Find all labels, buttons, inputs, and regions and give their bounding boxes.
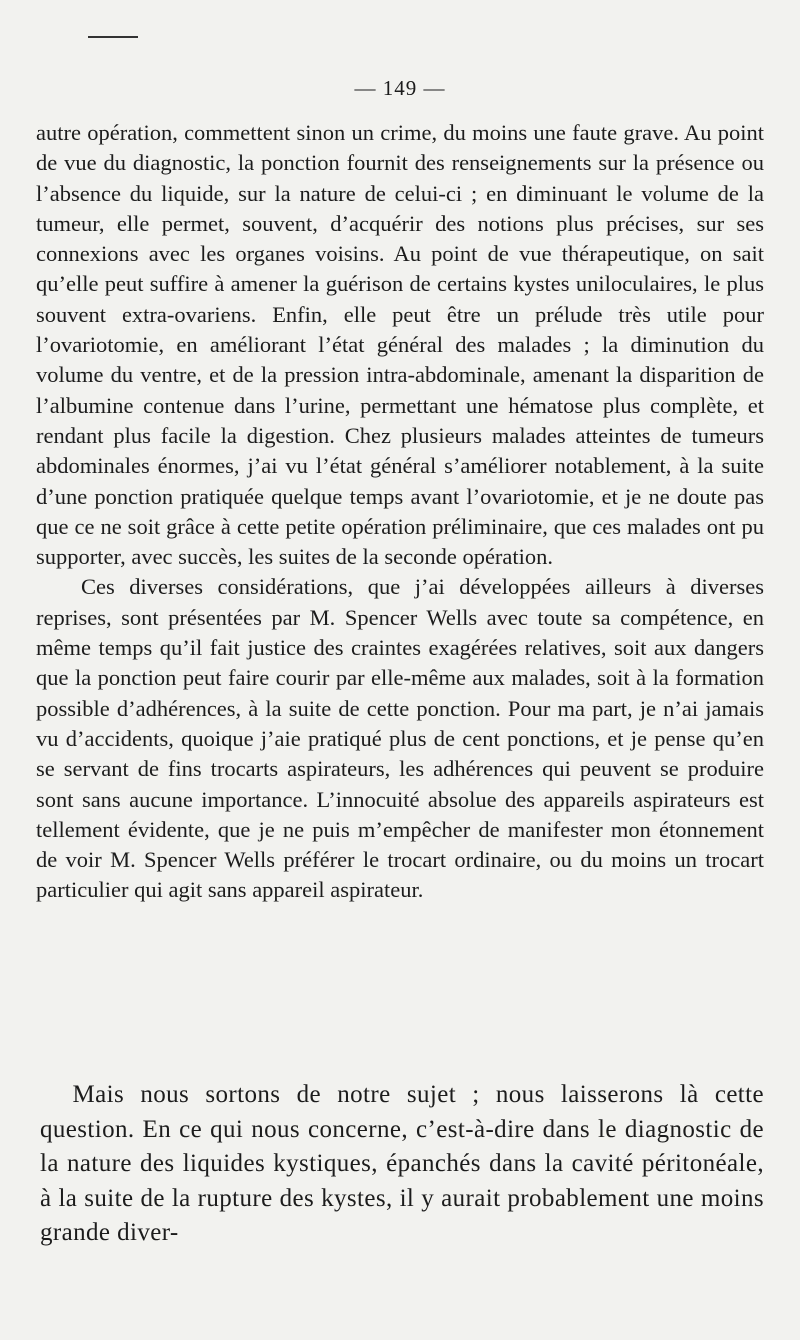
header-rule xyxy=(88,36,138,38)
page-number: — 149 — xyxy=(354,76,446,100)
paragraph-1: autre opération, commettent sinon un crime, du moins une faute grave. Au point de vue du diagnostic, la ponction fournit des renseignements sur la présence ou l’absence du liquide, sur la nature de celui-ci ; en diminuant le volume de la tumeur, elle permet, souvent, d’acquérir des notions plus précises, sur ses connexions avec les organes voisins. Au point de vue thérapeutique, on sait qu’elle peut suffire à amener la guérison de certains kystes uniloculaires, le plus souvent extra-ovariens. Enfin, elle peut être un prélude très utile pour l’ovariotomie, en améliorant l’état général des malades ; la diminution du volume du ventre, et de la pression intra-abdominale, amenant la disparition de l’albumine contenue dans l’urine, permettant une hématose plus complète, et rendant plus facile la digestion. Chez plusieurs malades atteintes de tumeurs abdominales énormes, j’ai vu l’état général s’améliorer notablement, à la suite d’une ponction pratiquée quelque temps avant l’ovariotomie, et je ne doute pas que ce ne soit grâce à cette petite opération préliminaire, que ces malades ont pu supporter, avec succès, les suites de la seconde opération. xyxy=(36,120,764,570)
paragraph-2: Ces diverses considérations, que j’ai développées ailleurs à diverses reprises, sont présentées par M. Spencer Wells avec toute sa compétence, en même temps qu’il fait justice des craintes exagérées relatives, soit aux dangers que la ponction peut faire courir par elle-même aux malades, soit à la formation possible d’adhérences, à la suite de cette ponction. Pour ma part, je n’ai jamais vu d’accidents, quoique j’aie pratiqué plus de cent ponctions, et je pense qu’en se servant de fins trocarts aspirateurs, les adhérences qui peuvent se produire sont sans aucune importance. L’innocuité absolue des appareils aspirateurs est tellement évidente, que je ne puis m’empêcher de manifester mon étonnement de voir M. Spencer Wells préférer le trocart ordinaire, ou du moins un trocart particulier qui agit sans appareil aspirateur. xyxy=(36,574,764,903)
lower-text xyxy=(40,1078,764,1251)
main-text xyxy=(36,118,764,906)
paragraph-3: Mais nous sortons de notre sujet ; nous laisserons là cette question. En ce qui nous concerne, c’est-à-dire dans le diagnostic de la nature des liquides kystiques, épanchés dans la cavité péritonéale, à la suite de la rupture des kystes, il y aurait probablement une moins grande diver- xyxy=(40,1081,764,1246)
